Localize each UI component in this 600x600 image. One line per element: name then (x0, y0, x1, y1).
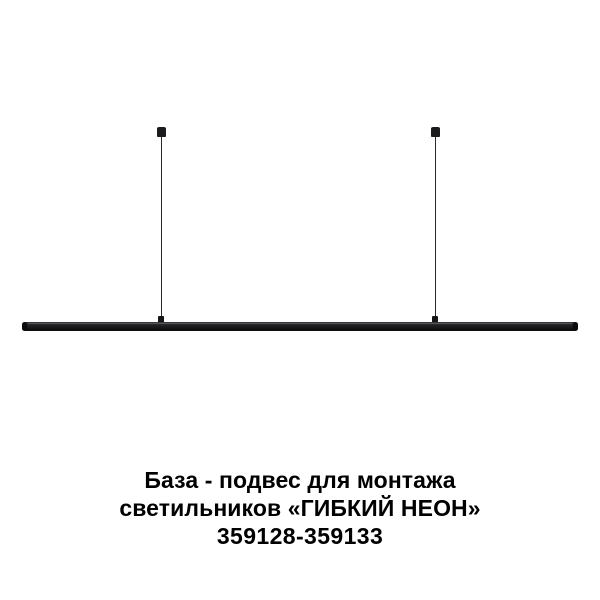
bar-end-cap-left (22, 322, 27, 331)
product-article-range: 359128-359133 (216, 523, 384, 549)
linear-profile-bar (22, 322, 578, 331)
bar-highlight (28, 323, 572, 324)
caption-line-1: База - подвес для монтажа (144, 467, 456, 493)
suspension-cable-left (161, 137, 162, 322)
bar-end-cap-right (573, 322, 578, 331)
ceiling-mount-cap-left (157, 127, 166, 137)
product-caption (0, 466, 600, 550)
suspension-cable-right (435, 137, 436, 322)
ceiling-mount-cap-right (431, 127, 440, 137)
caption-line-2: светильников «ГИБКИЙ НЕОН» (119, 495, 481, 521)
